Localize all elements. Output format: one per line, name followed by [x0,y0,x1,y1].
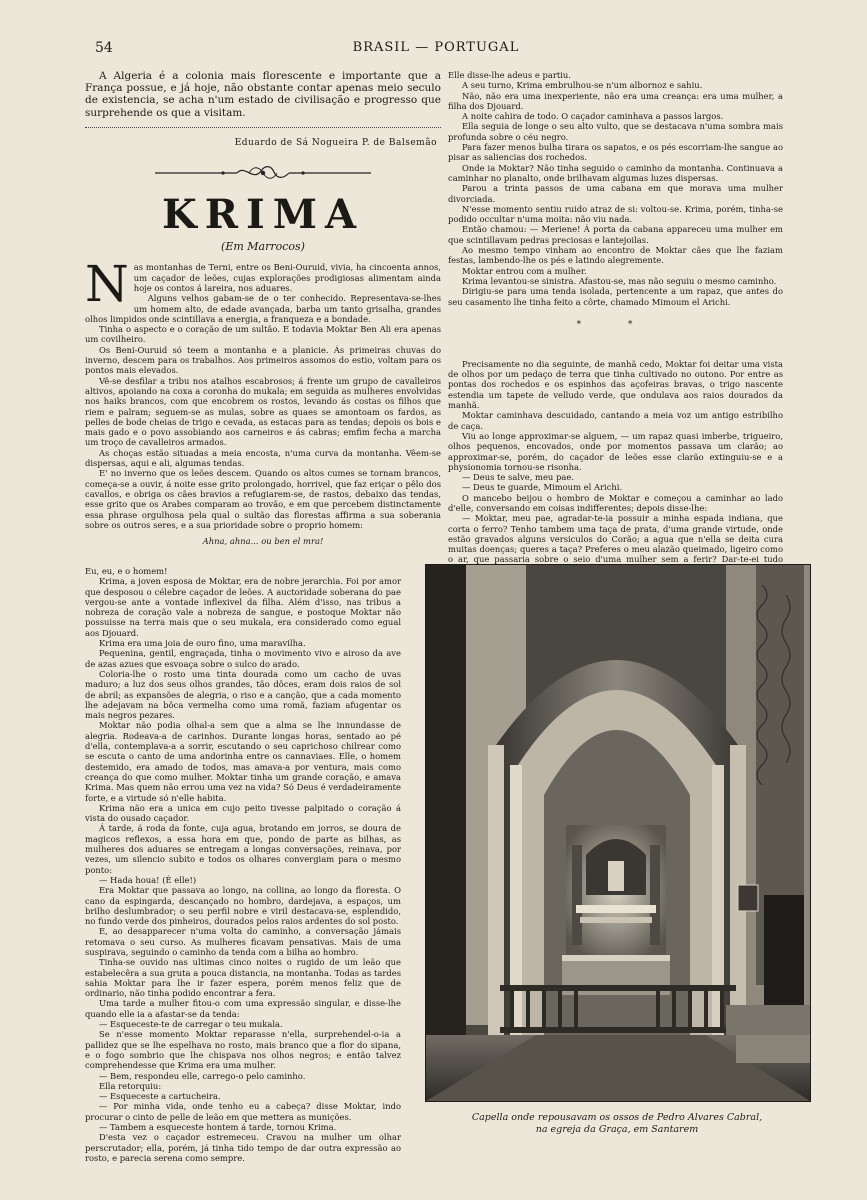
right-column-top [448,70,783,565]
story-paragraph: Parou a trinta passos de uma cabana em que morava uma mulher divorciada. [448,183,783,204]
story-subtitle: (Em Marrocos) [221,240,305,254]
story-paragraph: — Deus te guarde, Mimoum el Arichi. [462,482,623,493]
story-title: KRIMA [161,191,365,239]
story-paragraph: Elle disse-lhe adeus e partiu. [448,70,571,80]
story-paragraph: Ella seguia de longe o seu alto vulto, que se destacava n'uma sombra mais profunda sobre o céu negro. [448,121,783,142]
story-paragraph: Precisamente no dia seguinte, de manhã cedo, Moktar foi deitar uma vista de olhos por um pedaço de terra que tinha cultivado no outono. Por entre as pontas dos rochedos e os espinhos das açofeiras bravas, o trigo nascente estendia um tapete de velludo verde, que ondulava aos raios dourados da manhã. [448,358,783,411]
story-paragraph: — Tambem a esqueceste hontem á tarde, tornou Krima. [99,1122,337,1133]
story-paragraph: Á tarde, á roda da fonte, cuja agua, brotando em jorros, se doura de magicos reflexos, a essa hora em que, pondo de parte as bilhas, as mulheres dos aduares se entregam a longas conversações, reinava, por vezes, um silencio subito e todos os olhares convergiam para o mesmo ponto: [85,823,401,875]
story-paragraph: Krima, a joven esposa de Moktar, era de nobre jerarchia. Foi por amor que desposou o célebre caçador de leões. A auctoridade soberana do pae vergou-se ante a vontade inflexivel da filha. Além d'isso, nas tribus a nobreza de coração vale a nobreza de sangue, e postoque Moktar não possuisse na terra mais que o seu mukala, era considerado como egual aos Djouard. [85,576,401,638]
refrain-line: Ahna, ahna... ou ben el mra! [202,536,324,547]
story-paragraph: Vê-se desfilar a tribu nos atalhos escabrosos; á frente um grupo de cavalleiros altivos, apoiando na coxa a coronha do mukala; em seguida as mulheres envolvidas nos haiks brancos, com que encobrem os rostos, levando ás costas os filhos que riem e palram; seguem-se as mulas, sobre as quaes se amontoam os fardos, as pelles de bode cheias de trigo e cevada, as estacas para as tendas; depois os bois e mais gado e o povo assobiando aos carneiros e ás cabras; emfim fecha a marcha um troço de cavalleiros armados. [85,375,441,448]
drop-cap: N [85,255,129,314]
story-paragraph: — Por minha vida, onde tenho eu a cabeça? disse Moktar, indo procurar o cinto de pelle de leão em que mettera as munições. [85,1101,401,1122]
story-paragraph: Então chamou: — Meriene! Á porta da cabana appareceu uma mulher em que scintillavam pedras preciosas e lantejoilas. [448,224,783,245]
story-paragraph: Coloria-lhe o rosto uma tinta dourada como um cacho de uvas maduro; a luz dos seus olhos grandes, tão dôces, eram dois raios de sol de abril; as expansões de alegria, o riso e a canção, que a cada momento lhe adejavam na bôca vermelha como uma romã, faziam afugentar os mais negros pezares. [85,668,401,721]
story-paragraph: Dirigiu-se para uma tenda isolada, pertencente a um rapaz, que antes do seu casamento lhe tinha feito a côrte, chamado Mimoum el Arichi. [448,286,783,307]
story-paragraph: Tinha o aspecto e o coração de um sultão. E todavia Moktar Ben Ali era apenas um covilheiro. [85,324,441,345]
story-paragraph: — Moktar, meu pae, agradar-te-ia possuir a minha espada indiana, que corta o ferro? Tenho tambem uma taça de prata, d'uma grande virtude, onde estão gravados alguns versiculos do Corão; a agua que n'ella se deita cura muitas doenças; queres a taça? Preferes o meu alazão queimado, ligeiro como o ar, que passaria sobre o seio d'uma mulher sem a ferir? Dar-te-ei tudo [448,513,783,565]
photo-caption [432,1112,802,1136]
page-header [95,38,777,58]
story-paragraph: Viu ao longe approximar-se alguem, — um rapaz quasi imberbe, trigueiro, olhos pequenos, encovados, onde por momentos passava um clarão; ao approximar-se, porém, do caçador de leões esse clarão extinguiu-se e a physionomia tornou-se risonha. [448,430,783,472]
story-paragraph: — Esqueceste-te de carregar o teu mukala. [99,1019,283,1030]
section-break-stars: * * [576,319,655,330]
story-paragraph: Ella retorquiu: [99,1080,162,1091]
story-paragraph: — Deus te salve, meu pae. [462,472,574,483]
story-paragraph: Krima era uma joia de ouro fino, uma maravilha. [99,638,306,649]
story-paragraph: Era Moktar que passava ao longo, na collina, ao longo da floresta. O cano da espingarda, descançado no hombro, dardejava, a espaços, um brilho deslumbrador; o seu perfil nobre e viril destacava-se, esplendido, no fundo verde dos pinheiros, dourados pelos raios ardentes do sol posto. [85,885,401,927]
story-paragraph: E' no inverno que os leões descem. Quando os altos cumes se tornam brancos, começa-se a ouvir, á noite esse grito prolongado, horrivel, que faz eriçar o pêlo dos cavallos, e obriga os cães bravios a refugiarem-se, de rastos, debaixo das tendas, esse grito que os Arabes comparam ao trovão, e em que percebem distinctamente essa phrase orgulhosa pela qual o sultão das florestas affirma a sua soberania sobre os outros seres, e a sua prioridade sobre o proprio homem: [85,468,441,530]
running-head: BRASIL — PORTUGAL [352,40,520,55]
story-paragraph: Alguns velhos gabam-se de o ter conhecido. Representava-se-lhes um homem alto, de edade avançada, barba um tanto grisalha, grandes olhos limpidos onde scintillava a energia, a franqueza e a bondade. [85,293,441,324]
story-paragraph: Pequenina, gentil, engraçada, tinha o movimento vivo e airoso da ave de azas azues que esvoaça sobre o sulco do arado. [85,648,401,669]
story-paragraph: D'esta vez o caçador estremeceu. Cravou na mulher um olhar perscrutador; ella, porém, já tinha tido tempo de dar outra expressão ao rosto, e parecia serena como sempre. [85,1132,401,1163]
story-paragraph: Uma tarde a mulher fitou-o com uma expressão singular, e disse-lhe quando elle ia a afastar-se da tenda: [85,998,401,1019]
page-number: 54 [95,40,113,56]
story-paragraph: Onde ia Moktar? Não tinha seguido o caminho da montanha. Continuava a caminhar no planalto, onde brilhavam algumas luzes dispersas. [448,162,783,183]
story-paragraph: Tinha-se ouvido nas ultimas cinco noites o rugido de um leão que estabelecêra a sua gruta a pouca distancia, na montanha. Todas as tardes sahia Moktar para lhe ir fazer espera, porém menos feliz que de ordinario, não tinha podido encontrar a fera. [85,957,401,999]
story-paragraph: E, ao desapparecer n'uma volta do caminho, a conversação jámais retomava o seu curso. As mulheres ficavam pensativas. Mais de uma suspirava, seguindo o caminho da tenda com a bilha ao hombro. [85,926,401,957]
story-paragraph: — Hada houa! (É elle!) [99,874,197,885]
story-paragraph: Para fazer menos bulha tirara os sapatos, e os pés escorriam-lhe sangue ao pisar as saliencias dos rochedos. [448,142,783,163]
story-paragraph: Não, não era uma inexperiente, não era uma creança: era uma mulher, a filha dos Djouard. [448,90,783,111]
story-paragraph: Krima levantou-se sinistra. Afastou-se, mas não seguiu o mesmo caminho. [462,275,777,286]
story-paragraph: — Bem, respondeu elle, carrego-o pelo caminho. [99,1070,306,1081]
left-column-bottom [85,566,401,1163]
story-paragraph: — Esqueceste a cartucheira. [99,1091,221,1102]
chapel-photograph [425,564,811,1102]
story-paragraph: A noite cahira de todo. O caçador caminhava a passos largos. [462,111,724,122]
story-paragraph: O mancebo beijou o hombro de Moktar e começou a caminhar ao lado d'elle, conversando em coisas indifferentes; depois disse-lhe: [448,492,783,513]
story-paragraph: Moktar não podia olhal-a sem que a alma se lhe innundasse de alegria. Rodeava-a de carinhos. Durante longas horas, sentado ao pé d'ella, contemplava-a a sorrir, escutando o seu caprichoso chilrear como se escuta o canto de uma andorinha entre os cannaviaes. Elle, o homem destemido, era amado de todos, mas amava-a por ventura, mais como creança do que como mulher. Moktar tinha um grande coração, e amava Krima. Mas quem não errou uma vez na vida? Só Deus é verdadeiramente forte, e a virtude só n'elle habita. [85,720,401,803]
story-paragraph: A seu turno, Krima embrulhou-se n'um albornoz e sahiu. [462,80,703,91]
intro-paragraph: A Algeria é a colonia mais florescente e importante que a França possue, e já hoje, não obstante contar apenas meio seculo de existencia, se acha n'um estado de civilisação e progresso que surprehende os que a visitam. [85,70,441,119]
caption-line: Capella onde repousavam os ossos de Pedro Alvares Cabral, [471,1112,763,1123]
story-paragraph: Nas montanhas de Terni, entre os Beni-Ouruid, vivia, ha cincoenta annos, um caçador de leões, cujas explorações prodigiosas alimentam ainda hoje os contos á lareira, nos aduares. [85,255,441,314]
story-paragraph: Moktar caminhava descuidado, cantando a meia voz um antigo estribilho de caça. [448,410,783,431]
story-paragraph: Moktar entrou com a mulher. [462,265,587,276]
story-paragraph: Se n'esse momento Moktar reparasse n'ella, surprehendel-o-ia a pallidez que se lhe espelhava no rosto, mais branco que a flor do sipana, e o fogo sombrio que lhe chispava nos olhos negros; e então talvez comprehendesse que Krima era uma mulher. [85,1029,401,1071]
story-paragraph: Eu, eu, e o homem! [85,566,168,576]
story-paragraph: As choças estão situadas a meia encosta, n'uma curva da montanha. Vêem-se dispersas, aqui e ali, algumas tendas. [85,447,441,469]
ornament-divider-icon [153,162,373,184]
left-column-top [85,70,441,560]
story-paragraph: Krima não era a unica em cujo peito tivesse palpitado o coração á vista do ousado caçador. [85,802,401,824]
story-paragraph: Os Beni-Ouruid só teem a montanha e a planicie. Ás primeiras chuvas do inverno, descem para os trabalhos. Aos primeiros assomos do estio, voltam para os pontos mais elevados. [85,344,441,376]
dotted-divider [85,127,441,128]
author-signature: Eduardo de Sá Nogueira P. de Balsemão [234,137,437,148]
chapel-altar-icon [426,565,810,1101]
caption-line: na egreja da Graça, em Santarem [535,1124,699,1135]
story-paragraph: Ao mesmo tempo vinham ao encontro de Moktar cães que lhe faziam festas, lambendo-lhe os pés e latindo alegremente. [448,245,783,266]
story-paragraph: N'esse momento sentiu ruido atraz de si: voltou-se. Krima, porém, tinha-se podido occultar n'uma moita: não viu nada. [448,203,783,225]
